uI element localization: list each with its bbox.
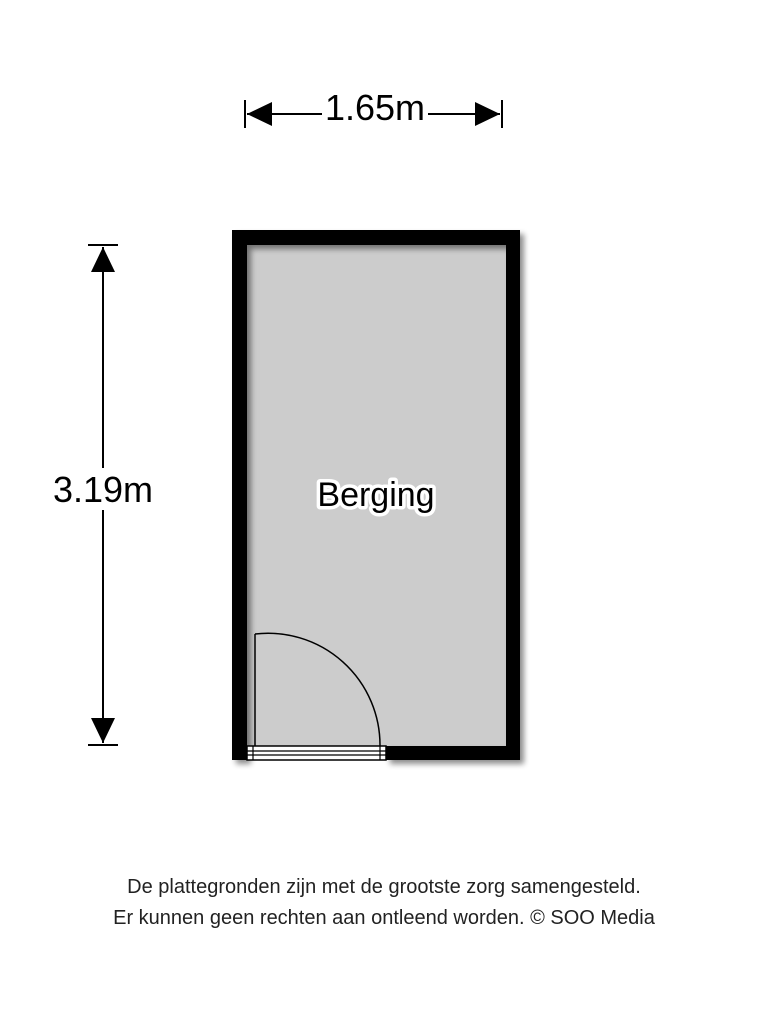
door-threshold — [247, 746, 386, 760]
disclaimer-line-1: De plattegronden zijn met de grootste zorg samengesteld. — [127, 876, 641, 898]
width-arrow-left-icon — [247, 102, 272, 126]
room-label: Berging — [317, 476, 435, 514]
room-berging — [232, 230, 520, 760]
width-dimension — [245, 87, 502, 128]
width-dimension-label: 1.65m — [324, 87, 426, 128]
height-dimension-label: 3.19m — [52, 469, 154, 510]
height-arrow-down-icon — [91, 718, 115, 743]
width-arrow-right-icon — [475, 102, 500, 126]
height-arrow-up-icon — [91, 247, 115, 272]
height-dimension — [53, 245, 153, 745]
disclaimer-line-2: Er kunnen geen rechten aan ontleend worden. © SOO Media — [113, 907, 655, 929]
